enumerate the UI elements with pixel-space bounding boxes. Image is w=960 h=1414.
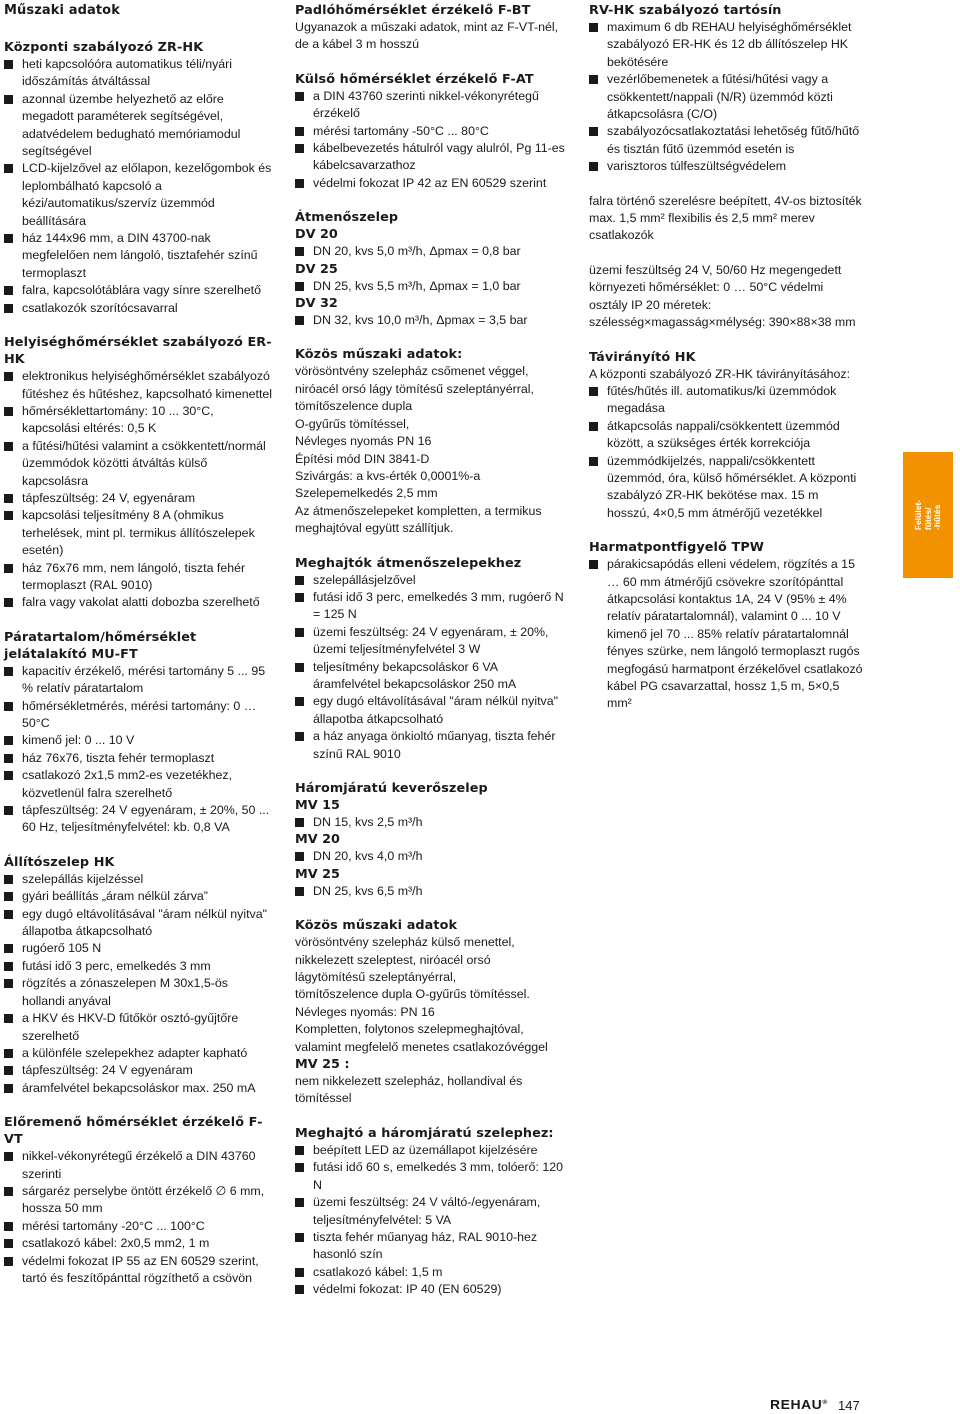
- list-item: DN 25, kvs 6,5 m³/h: [295, 883, 565, 900]
- three-way-drive-heading: Meghajtó a háromjáratú szelephez:: [295, 1125, 554, 1141]
- remote-intro: A központi szabályozó ZR-HK távirányításához:: [589, 366, 851, 381]
- list-item: LCD-kijelzővel az előlapon, kezelőgombok és leplombálható kapcsoló a kézi/automatikus/szervíz üzemmód beállítására: [4, 160, 274, 230]
- list-item: teljesítmény bekapcsoláskor 6 VA áramfelvétel bekapcsoláskor 250 mA: [295, 659, 565, 694]
- rv-hk-mounting-text: falra történő szerelésre beépített, 4V-os biztosíték max. 1,5 mm² flexibilis és 2,5 mm² merev csatlakozók: [589, 193, 862, 243]
- text-line: Szivárgás: a kvs-érték 0,0001%-a: [295, 468, 481, 483]
- list-item: rögzítés a zónaszelepen M 30x1,5-ös hollandi anyával: [4, 975, 274, 1010]
- actuator-heading: Állítószelep HK: [4, 854, 115, 870]
- list-item: mérési tartomány -20°C ... 100°C: [4, 1218, 274, 1235]
- list-item: tiszta fehér műanyag ház, RAL 9010-hez hasonló szín: [295, 1229, 565, 1264]
- remote-list: [589, 383, 864, 522]
- list-item: tápfeszültség: 24 V egyenáram, ± 20%, 50 ... 60 Hz, teljesítményfelvétel: kb. 0,8 VA: [4, 802, 274, 837]
- text-line: tömítőszelence dupla O-gyűrűs tömítéssel.: [295, 987, 530, 1002]
- column-3: [589, 0, 864, 713]
- floor-sensor-heading: Padlóhőmérséklet érzékelő F-BT: [295, 3, 531, 18]
- logo-text: REHAU: [770, 1397, 823, 1412]
- list-item: gyári beállítás „áram nélkül zárva”: [4, 888, 274, 905]
- list-item: csatlakozó kábel: 1,5 m: [295, 1264, 565, 1281]
- list-item: hőmérséklettartomány: 10 ... 30°C, kapcsolási eltérés: 0,5 K: [4, 403, 274, 438]
- list-item: a ház anyaga önkioltó műanyag, tiszta fehér színű RAL 9010: [295, 728, 565, 763]
- list-item: egy dugó eltávolításával "áram nélkül nyitva" állapotba átkapcsolható: [295, 693, 565, 728]
- rehau-logo: [770, 1395, 828, 1413]
- list-item: a DIN 43760 szerinti nikkel-vékonyrétegű érzékelő: [295, 88, 565, 123]
- valve-model-label: MV 15: [295, 798, 340, 813]
- room-controller-heading: Helyiséghőmérséklet szabályozó ER-HK: [4, 335, 272, 368]
- room-controller-list: [4, 368, 274, 612]
- list-item: DN 15, kvs 2,5 m³/h: [295, 814, 565, 831]
- list-item: elektronikus helyiséghőmérséklet szabályozó fűtéshez és hűtéshez, kapcsolható kimenettel: [4, 368, 274, 403]
- humidity-list: [4, 663, 274, 837]
- list-item: rugóerő 105 N: [4, 940, 274, 957]
- list-item: azonnal üzembe helyezhető az előre megadott paraméterek segítségével, adatvédelem bedugható memóriamodul segítségével: [4, 91, 274, 161]
- text-line: Névleges nyomás: PN 16: [295, 1004, 435, 1019]
- three-way-drive-list: [295, 1142, 565, 1299]
- list-item: hőmérsékletmérés, mérési tartomány: 0 … 50°C: [4, 698, 274, 733]
- central-controller-list: [4, 56, 274, 317]
- page-title: Műszaki adatok: [4, 3, 120, 18]
- text-line: nikkelezett szeleptest, niróacél orsó: [295, 952, 491, 967]
- text-line: niróacél orsó lágy tömítésű szeleptányérral,: [295, 381, 534, 396]
- text-line: Építési mód DIN 3841-D: [295, 451, 430, 466]
- list-item: kapcsolási teljesítmény 8 A (ohmikus terhelések, mint pl. termikus állítószelepek esetén): [4, 507, 274, 559]
- list-item: átkapcsolás nappali/csökkentett üzemmód között, a szükséges érték korrekciója: [589, 418, 864, 453]
- section-side-tab: [903, 452, 953, 578]
- flow-sensor-heading: Előremenő hőmérséklet érzékelő F-VT: [4, 1115, 263, 1148]
- list-item: csatlakozó kábel: 2x0,5 mm2, 1 m: [4, 1235, 274, 1252]
- side-tab-label: Felület- fűtés/ -hűtés: [912, 499, 942, 531]
- list-item: csatlakozó 2x1,5 mm2-es vezetékhez, közvetlenül falra szerelhető: [4, 767, 274, 802]
- column-1: [4, 0, 274, 1287]
- list-item: DN 32, kvs 10,0 m³/h, Δpmax = 3,5 bar: [295, 312, 565, 329]
- list-item: nikkel-vékonyrétegű érzékelő a DIN 43760 szerinti: [4, 1148, 274, 1183]
- dew-point-list: [589, 556, 864, 713]
- list-item: a HKV és HKV-D fűtőkör osztó-gyűjtőre szerelhető: [4, 1010, 274, 1045]
- valve-model-label: DV 32: [295, 296, 338, 312]
- list-item: tápfeszültség: 24 V egyenáram: [4, 1062, 274, 1079]
- rv-hk-list: [589, 19, 864, 176]
- list-item: falra, kapcsolótáblára vagy sínre szerelhető: [4, 282, 274, 299]
- list-item: párakicsapódás elleni védelem, rögzítés a 15 … 60 mm átmérőjű csövekre szorítópánttal átkapcsolási kontaktus 1A, 24 V (95% ± 4% relatív páratartalomnál), valamint 0 ... 10 V kimenő jel 70 ... 85% relatív páratartalomnál fényes szürke, nem lángoló termoplaszt rugós megfogású harmatpont érzékelővel csatlakozó kábel PG csavarzattal, hossz 1,5 m, 5×0,5 mm²: [589, 556, 864, 713]
- page-number: 147: [838, 1398, 860, 1413]
- list-item: szabályozócsatlakoztatási lehetőség fűtő/hűtő és tisztán fűtő üzemmód esetén is: [589, 123, 864, 158]
- list-item: üzemi feszültség: 24 V váltó-/egyenáram, teljesítményfelvétel: 5 VA: [295, 1194, 565, 1229]
- list-item: DN 20, kvs 4,0 m³/h: [295, 848, 565, 865]
- list-item: védelmi fokozat: IP 40 (EN 60529): [295, 1281, 565, 1298]
- dew-point-heading: Harmatpontfigyelő TPW: [589, 540, 765, 556]
- valve-model-label: MV 20: [295, 832, 340, 848]
- list-item: üzemi feszültség: 24 V egyenáram, ± 20%, üzemi teljesítményfelvétel 3 W: [295, 624, 565, 659]
- list-item: futási idő 3 perc, emelkedés 3 mm: [4, 958, 274, 975]
- list-item: egy dugó eltávolításával "áram nélkül nyitva" állapotba átkapcsolható: [4, 906, 274, 941]
- rv-hk-specs-text: üzemi feszültség 24 V, 50/60 Hz megengedett környezeti hőmérséklet: 0 … 50°C védelmi osztály IP 20 méretek: szélesség×magasság×mélység: 390×88×38 mm: [589, 262, 856, 330]
- text-line: lágytömítésű szeleptányérral,: [295, 970, 457, 985]
- common-data-heading-2: Közös műszaki adatok: [295, 918, 458, 934]
- list-item: tápfeszültség: 24 V, egyenáram: [4, 490, 274, 507]
- list-item: maximum 6 db REHAU helyiséghőmérséklet szabályozó ER-HK és 12 db állítószelep HK bekötésére: [589, 19, 864, 71]
- list-item: beépített LED az üzemállapot kijelzésére: [295, 1142, 565, 1159]
- list-item: DN 25, kvs 5,5 m³/h, Δpmax = 1,0 bar: [295, 278, 565, 295]
- list-item: varisztoros túlfeszültségvédelem: [589, 158, 864, 175]
- flow-sensor-list: [4, 1148, 274, 1287]
- text-line: Névleges nyomás PN 16: [295, 434, 432, 449]
- column-2: [295, 0, 565, 1299]
- text-line: O-gyűrűs tömítéssel,: [295, 416, 410, 431]
- list-item: sárgaréz perselybe öntött érzékelő ∅ 6 mm, hossza 50 mm: [4, 1183, 274, 1218]
- registered-mark-icon: ®: [822, 1399, 828, 1406]
- list-item: futási idő 60 s, emelkedés 3 mm, tolóerő: 120 N: [295, 1159, 565, 1194]
- text-line: Szelepemelkedés 2,5 mm: [295, 486, 438, 501]
- list-item: kábelbevezetés hátulról vagy alulról, Pg 11-es kábelcsavarzathoz: [295, 140, 565, 175]
- remote-heading: Távirányító HK: [589, 349, 696, 365]
- mv25-label: MV 25 :: [295, 1057, 350, 1073]
- list-item: mérési tartomány -50°C ... 80°C: [295, 123, 565, 140]
- list-item: üzemmódkijelzés, nappali/csökkentett üzemmód, óra, külső hőmérséklet. A központi szabályzó ZR-HK bekötése max. 15 m hosszú, 4×0,5 mm átmérőjű vezetékkel: [589, 453, 864, 523]
- text-line: vörösöntvény szelepház külső menettel,: [295, 935, 515, 950]
- list-item: védelmi fokozat IP 55 az EN 60529 szerint, tartó és feszítőpánttal rögzíthető a csövön: [4, 1253, 274, 1288]
- list-item: kapacitív érzékelő, mérési tartomány 5 ... 95 % relatív páratartalom: [4, 663, 274, 698]
- list-item: szelepállásjelzővel: [295, 572, 565, 589]
- outdoor-sensor-heading: Külső hőmérséklet érzékelő F-AT: [295, 71, 534, 87]
- list-item: fűtés/hűtés ill. automatikus/ki üzemmódok megadása: [589, 383, 864, 418]
- list-item: ház 144x96 mm, a DIN 43700-nak megfelelően nem lángoló, tisztafehér színű termoplaszt: [4, 230, 274, 282]
- list-item: heti kapcsolóóra automatikus téli/nyári időszámítás átváltással: [4, 56, 274, 91]
- pass-valve-heading: Átmenőszelep: [295, 210, 399, 226]
- text-line: tömítőszelence dupla: [295, 399, 413, 414]
- list-item: DN 20, kvs 5,0 m³/h, Δpmax = 0,8 bar: [295, 243, 565, 260]
- three-way-valve-heading: Háromjáratú keverőszelep: [295, 781, 488, 796]
- list-item: áramfelvétel bekapcsoláskor max. 250 mA: [4, 1080, 274, 1097]
- list-item: futási idő 3 perc, emelkedés 3 mm, rugóerő N = 125 N: [295, 589, 565, 624]
- mv25-text: nem nikkelezett szelepház, hollandival és tömítéssel: [295, 1074, 523, 1106]
- list-item: vezérlőbemenetek a fűtési/hűtési vagy a csökkentett/nappali (N/R) üzemmód közti átkapcsolásra (C/O): [589, 71, 864, 123]
- rv-hk-heading: RV-HK szabályozó tartósín: [589, 3, 782, 18]
- text-line: Az átmenőszelepeket kompletten, a termikus meghajtóval együtt szállítjuk.: [295, 503, 542, 536]
- list-item: kimenő jel: 0 ... 10 V: [4, 732, 274, 749]
- pass-drive-heading: Meghajtók átmenőszelepekhez: [295, 555, 522, 571]
- valve-model-label: DV 20: [295, 227, 338, 243]
- list-item: falra vagy vakolat alatti dobozba szerelhető: [4, 594, 274, 611]
- outdoor-sensor-list: [295, 88, 565, 192]
- list-item: a különféle szelepekhez adapter kapható: [4, 1045, 274, 1062]
- list-item: szelepállás kijelzéssel: [4, 871, 274, 888]
- list-item: ház 76x76, tiszta fehér termoplaszt: [4, 750, 274, 767]
- pass-drive-list: [295, 572, 565, 763]
- central-controller-heading: Központi szabályozó ZR-HK: [4, 40, 204, 55]
- actuator-list: [4, 871, 274, 1097]
- humidity-heading: Páratartalom/hőmérséklet jelátalakító MU-FT: [4, 629, 197, 662]
- list-item: a fűtési/hűtési valamint a csökkentett/normál üzemmódok közötti átváltás külső kapcsolásra: [4, 438, 274, 490]
- list-item: védelmi fokozat IP 42 az EN 60529 szerint: [295, 175, 565, 192]
- text-line: vörösöntvény szelepház csőmenet véggel,: [295, 364, 529, 379]
- valve-model-label: DV 25: [295, 261, 338, 277]
- common-data-heading: Közös műszaki adatok:: [295, 347, 463, 363]
- text-line: Kompletten, folytonos szelepmeghajtóval, valamint megfelelő menetes csatlakozóvéggel: [295, 1022, 548, 1054]
- valve-model-label: MV 25: [295, 866, 340, 882]
- list-item: csatlakozók szorítócsavarral: [4, 300, 274, 317]
- list-item: ház 76x76 mm, nem lángoló, tiszta fehér termoplaszt (RAL 9010): [4, 560, 274, 595]
- floor-sensor-text: Ugyanazok a műszaki adatok, mint az F-VT-nél, de a kábel 3 m hosszú: [295, 20, 559, 52]
